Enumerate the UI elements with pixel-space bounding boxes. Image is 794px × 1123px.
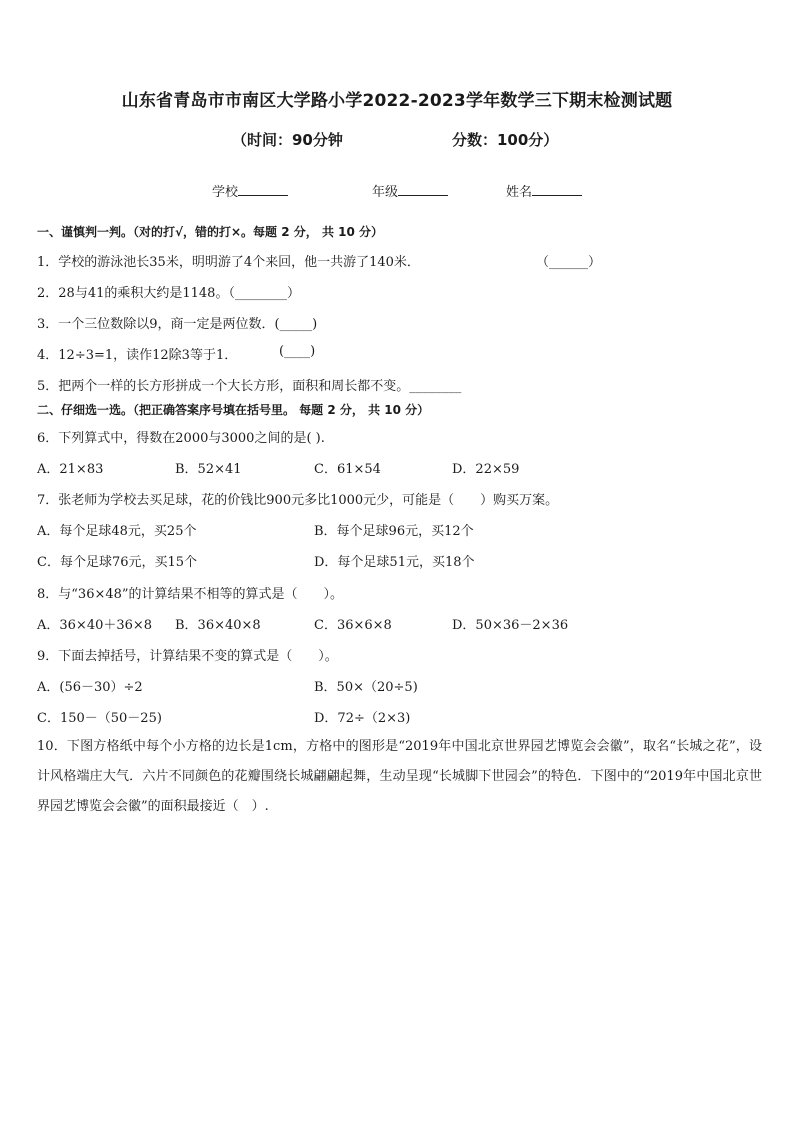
question-10: 10．下图方格纸中每个小方格的边长是1cm，方格中的图形是“2019年中国北京世界园艺博览会会徽”，取名“长城之花”，设计风格端庄大气．六片不同颜色的花瓣围绕长城翩翩起舞，生动呈现“长城脚下世园会”的特色．下图中的“2019年中国北京世界园艺博览会会徽”的面积最接近（ ）.	[37, 739, 762, 814]
name-blank[interactable]	[532, 183, 582, 196]
question-6-option-c[interactable]: C．61×54	[314, 462, 381, 477]
question-6: 6．下列算式中，得数在2000与3000之间的是( ).	[37, 431, 325, 446]
question-7-option-c[interactable]: C．每个足球76元，买15个	[37, 555, 198, 570]
question-9-option-a[interactable]: A．(56－30）÷2	[37, 680, 143, 695]
question-9-option-d[interactable]: D．72÷（2×3)	[314, 711, 411, 726]
question-6-option-d[interactable]: D．22×59	[452, 462, 520, 477]
question-7-option-b[interactable]: B．每个足球96元，买12个	[314, 524, 474, 539]
question-8-option-c[interactable]: C．36×6×8	[314, 618, 392, 633]
question-8-option-d[interactable]: D．50×36－2×36	[452, 618, 569, 633]
section1-heading: 一、谨慎判一判。（对的打√，错的打×。每题 2 分， 共 10 分）	[37, 225, 383, 239]
section2-heading: 二、仔细选一选。（把正确答案序号填在括号里。 每题 2 分， 共 10 分）	[37, 403, 430, 417]
question-9-option-c[interactable]: C．150－（50－25)	[37, 711, 162, 726]
school-label: 学校	[212, 185, 239, 200]
question-7-option-a[interactable]: A．每个足球48元，买25个	[37, 524, 197, 539]
question-2: 2．28与41的乘积大约是1148。（________）	[37, 286, 300, 301]
question-8: 8．与“36×48”的计算结果不相等的算式是（ ）。	[37, 587, 344, 602]
question-9-option-b[interactable]: B．50×（20÷5)	[314, 680, 418, 695]
exam-title: 山东省青岛市市南区大学路小学2022-2023学年数学三下期末检测试题	[121, 91, 673, 111]
question-5: 5．把两个一样的长方形拼成一个大长方形，面积和周长都不变。________	[37, 379, 462, 394]
grade-label: 年级	[372, 185, 399, 200]
question-7: 7．张老师为学校去买足球，花的价钱比900元多比1000元少，可能是（ ）购买万案。	[37, 493, 559, 508]
question-6-option-a[interactable]: A．21×83	[37, 462, 104, 477]
question-4-answer-blank[interactable]: (____)	[279, 344, 316, 359]
question-8-option-b[interactable]: B．36×40×8	[175, 618, 261, 633]
grade-field	[372, 181, 448, 200]
school-field	[212, 181, 288, 200]
question-9: 9．下面去掉括号，计算结果不变的算式是（ ）。	[37, 649, 338, 664]
school-blank[interactable]	[238, 183, 288, 196]
question-4: 4．12÷3=1，读作12除3等于1．	[37, 348, 238, 363]
grade-blank[interactable]	[398, 183, 448, 196]
exam-score: 分数：100分）	[452, 131, 559, 149]
name-label: 姓名	[506, 185, 533, 200]
name-field	[506, 181, 582, 200]
question-6-option-b[interactable]: B．52×41	[175, 462, 242, 477]
question-1-answer-blank[interactable]: （______）	[536, 255, 602, 270]
question-1: 1．学校的游泳池长35米，明明游了4个来回，他一共游了140米．	[37, 255, 420, 270]
question-8-option-a[interactable]: A．36×40＋36×8	[37, 618, 153, 633]
exam-time: （时间：90分钟	[232, 131, 343, 149]
question-3: 3．一个三位数除以9，商一定是两位数．(_____)	[37, 317, 318, 332]
question-7-option-d[interactable]: D．每个足球51元，买18个	[314, 555, 475, 570]
